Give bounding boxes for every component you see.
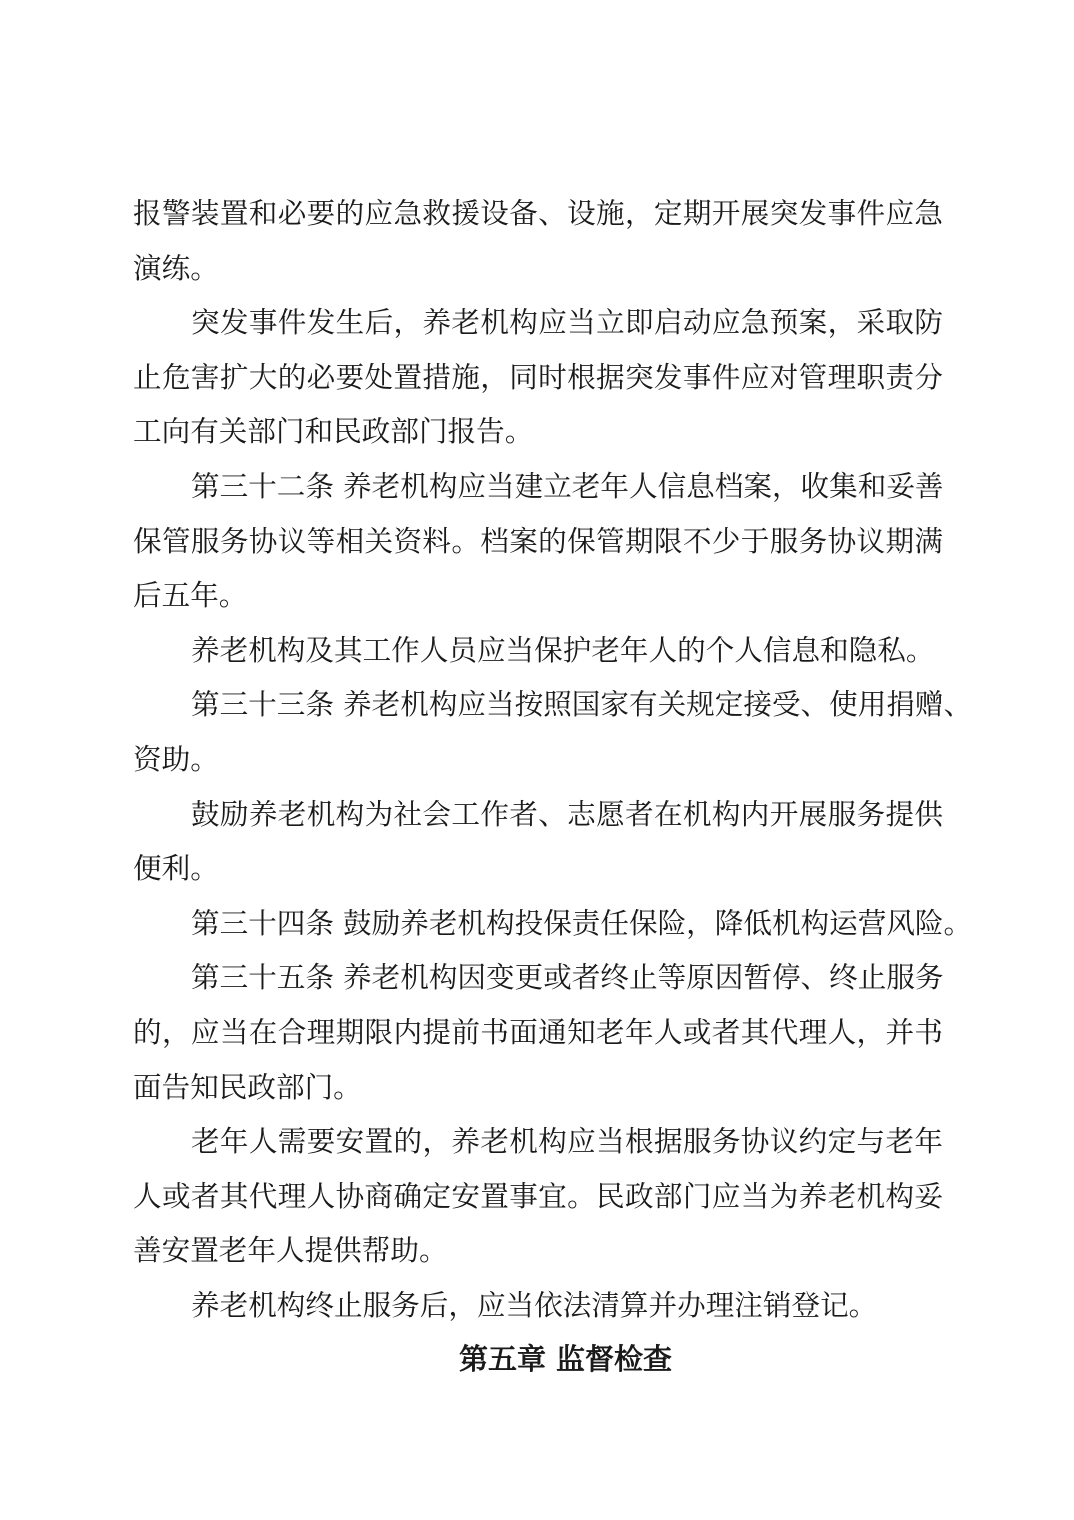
- text-line: 第三十四条 鼓励养老机构投保责任保险，降低机构运营风险。: [191, 905, 973, 940]
- paragraph: [133, 677, 973, 786]
- paragraph: [133, 787, 943, 896]
- paragraph: [133, 295, 943, 459]
- text-line: 的，应当在合理期限内提前书面通知老年人或者其代理人，并书: [133, 1014, 943, 1049]
- text-line: 养老机构终止服务后，应当依法清算并办理注销登记。: [191, 1287, 878, 1322]
- text-line: 保管服务协议等相关资料。档案的保管期限不少于服务协议期满: [133, 523, 943, 558]
- paragraph: [133, 459, 943, 623]
- text-line: 面告知民政部门。: [133, 1069, 362, 1104]
- text-line: 第三十二条 养老机构应当建立老年人信息档案，收集和妥善: [191, 468, 944, 503]
- text-line: 养老机构及其工作人员应当保护老年人的个人信息和隐私。: [191, 632, 935, 667]
- text-line: 报警装置和必要的应急救援设备、设施，定期开展突发事件应急: [133, 196, 943, 230]
- paragraph: [133, 1114, 943, 1278]
- text-line: 资助。: [133, 741, 219, 776]
- text-line: 善安置老年人提供帮助。: [133, 1233, 448, 1268]
- text-line: 演练。: [133, 250, 219, 285]
- paragraph: [133, 186, 943, 295]
- paragraph: [133, 623, 943, 678]
- document-page: [133, 186, 973, 1386]
- document-body: [133, 186, 973, 1332]
- text-line: 人或者其代理人协商确定安置事宜。民政部门应当为养老机构妥: [133, 1178, 943, 1213]
- paragraph: [133, 950, 943, 1114]
- text-line: 第三十三条 养老机构应当按照国家有关规定接受、使用捐赠、: [191, 687, 973, 722]
- text-line: 止危害扩大的必要处置措施，同时根据突发事件应对管理职责分: [133, 359, 943, 394]
- text-line: 后五年。: [133, 578, 248, 613]
- paragraph: [133, 1278, 943, 1333]
- text-line: 突发事件发生后，养老机构应当立即启动应急预案，采取防: [191, 305, 943, 340]
- chapter-heading: 第五章 监督检查: [458, 1342, 673, 1377]
- text-line: 鼓励养老机构为社会工作者、志愿者在机构内开展服务提供: [191, 796, 943, 831]
- text-line: 老年人需要安置的，养老机构应当根据服务协议约定与老年: [191, 1124, 943, 1159]
- paragraph: [133, 896, 973, 951]
- text-line: 便利。: [133, 851, 219, 886]
- text-line: 工向有关部门和民政部门报告。: [133, 414, 534, 449]
- text-line: 第三十五条 养老机构因变更或者终止等原因暂停、终止服务: [191, 960, 944, 995]
